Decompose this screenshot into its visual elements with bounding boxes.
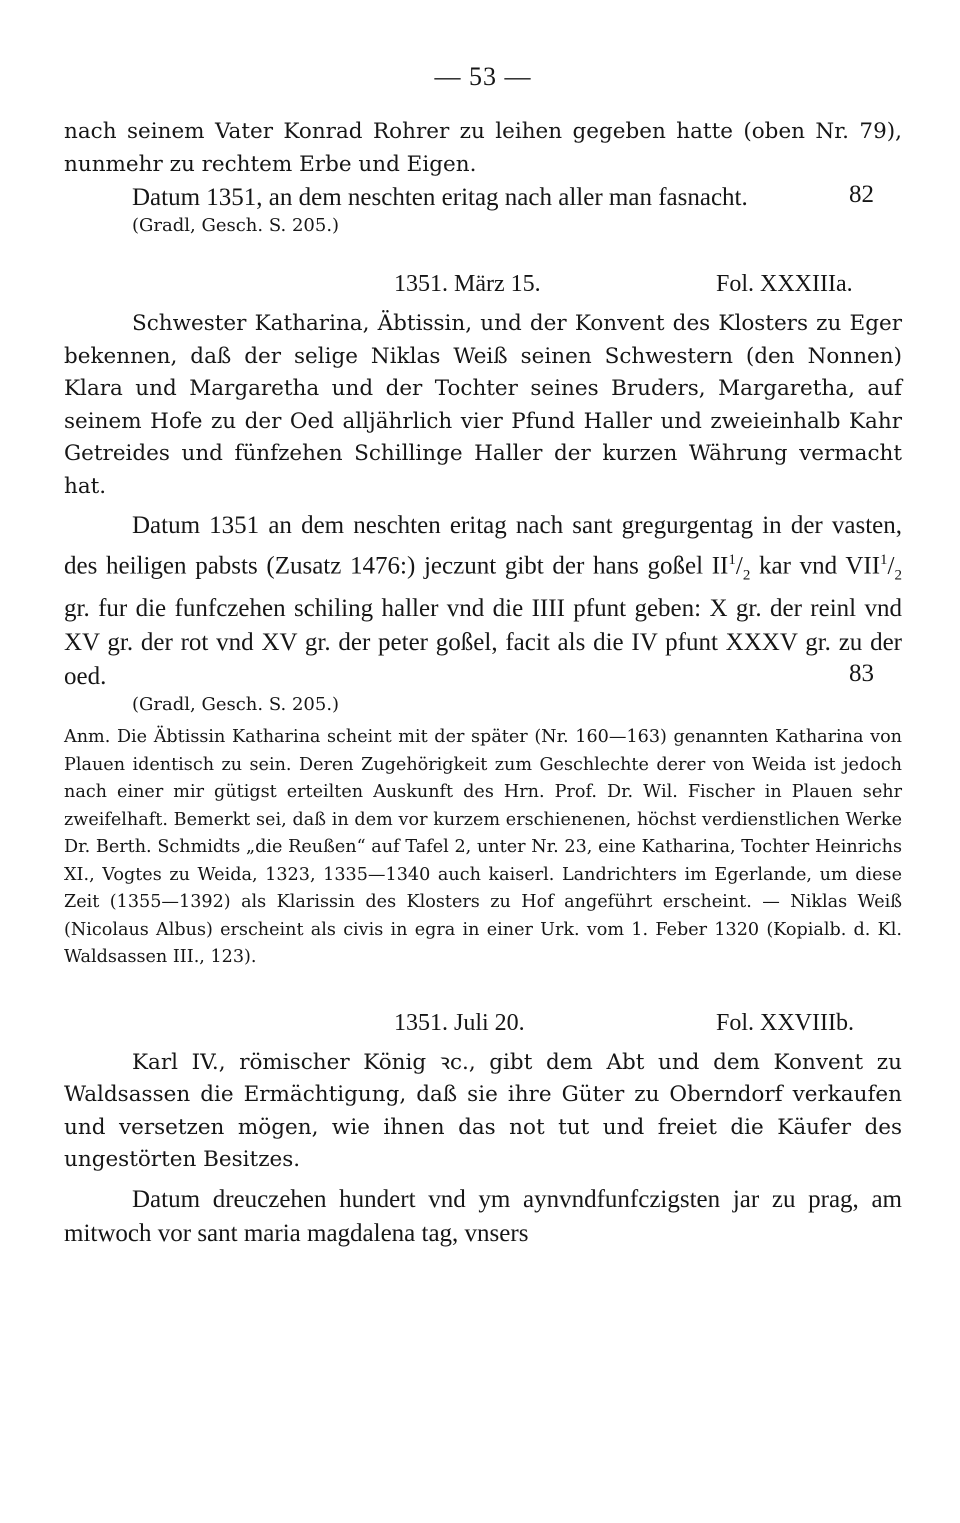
source-citation: (Gradl, Gesch. S. 205.) [132,694,340,716]
datum-text-c: gr. fur die funfczehen schiling haller vnd die IIII pfunt geben: X gr. der reinl vnd XV gr. der rot vnd XV gr. der peter goßel, facit als die IV pfunt XXXV gr. zu der oed. [64,595,902,691]
folio-reference: Fol. XXVIIIb. [716,1009,854,1036]
entry-heading [64,1010,902,1037]
entry-heading [64,271,902,298]
page-number: — 53 — [434,62,532,91]
datum-line: Datum 1351, an dem neschten eritag nach aller man fasnacht. [132,184,748,211]
fraction-numerator: 1 [728,552,736,568]
fraction-denominator: 2 [894,567,902,584]
entry-number: 83 [849,660,874,688]
fraction-numerator: 1 [880,552,888,568]
datum-paragraph: Datum 1351 an dem neschten eritag nach sant gregurgentag in der vasten, des heiligen pabsts (Zusatz 1476:) jeczunt gibt der hans goßel $II^1/_2$ kar vnd $VII^1/_2$ gr. fur die funfczehen schiling haller vnd die IIII pfunt geben: X gr. der reinl vnd XV gr. der rot vnd XV gr. der peter goßel, facit als die IV pfunt XXXV gr. zu der oed. [64,512,902,691]
datum-text-b: kar vnd VII [750,552,881,580]
fraction-denominator: 2 [742,567,751,584]
entry-summary: Karl IV., römischer König ꝛc., gibt dem Abt und dem Konvent zu Waldsassen die Ermächtigung, daß sie ihre Güter zu Oberndorf verkaufen und versetzen mögen, wie ihnen das not tut und freiet die Käufer des ungestörten Besitzes. [64,1049,902,1173]
datum-paragraph: Datum dreuczehen hundert vnd ym aynvndfunfczigsten jar zu prag, am mitwoch vor sant maria magdalena tag, vnsers [64,1185,902,1247]
source-citation: (Gradl, Gesch. S. 205.) [132,215,340,236]
entry-number: 82 [849,181,874,208]
entry-summary: Schwester Katharina, Äbtissin, und der Konvent des Klosters zu Eger bekennen, daß der selige Niklas Weiß seinen Schwestern (den Nonnen) Klara und Margaretha und der Tochter seines Bruders, Margaretha, auf seinem Hofe zu der Oed alljährlich vier Pfund Haller und zweieinhalb Kahr Getreides und fünfzehen Schillinge Haller der kurzen Währung vermacht hat. [64,311,902,499]
continued-text: nach seinem Vater Konrad Rohrer zu leihen gegeben hatte (oben Nr. 79), nunmehr zu rechtem Erbe und Eigen. [64,119,902,177]
annotation-note: Anm. Die Äbtissin Katharina scheint mit der später (Nr. 160—163) genannten Katharina von Plauen identisch zu sein. Deren Zugehörigkeit zum Geschlechte derer von Weida ist jedoch nach einer mir gütigst erteilten Auskunft des Hrn. Prof. Dr. Wil. Fischer in Plauen sehr zweifelhaft. Bemerkt sei, daß in dem vor kurzem erschienenen, höchst verdienstlichen Werke Dr. Berth. Schmidts „die Reußen“ auf Tafel 2, unter Nr. 23, eine Katharina, Tochter Heinrichs XI., Vogtes zu Weida, 1323, 1335—1340 auch kaiserl. Landrichters im Egerlande, um diese Zeit (1355—1392) als Klarissin des Klosters zu Hof angeführt erscheint. — Niklas Weiß (Nicolaus Albus) erscheint als civis in egra in einer Urk. vom 1. Feber 1320 (Kopialb. d. Kl. Waldsassen III., 123). [64,727,902,968]
entry-date: 1351. Juli 20. [394,1009,525,1036]
datum-text-a: Datum 1351 an dem neschten eritag nach sant gregurgentag in der vasten, des heiligen pabsts (Zusatz 1476:) jeczunt gibt der hans goßel II [64,512,902,580]
folio-reference: Fol. XXXIIIa. [716,271,853,297]
entry-date: 1351. März 15. [394,271,541,297]
